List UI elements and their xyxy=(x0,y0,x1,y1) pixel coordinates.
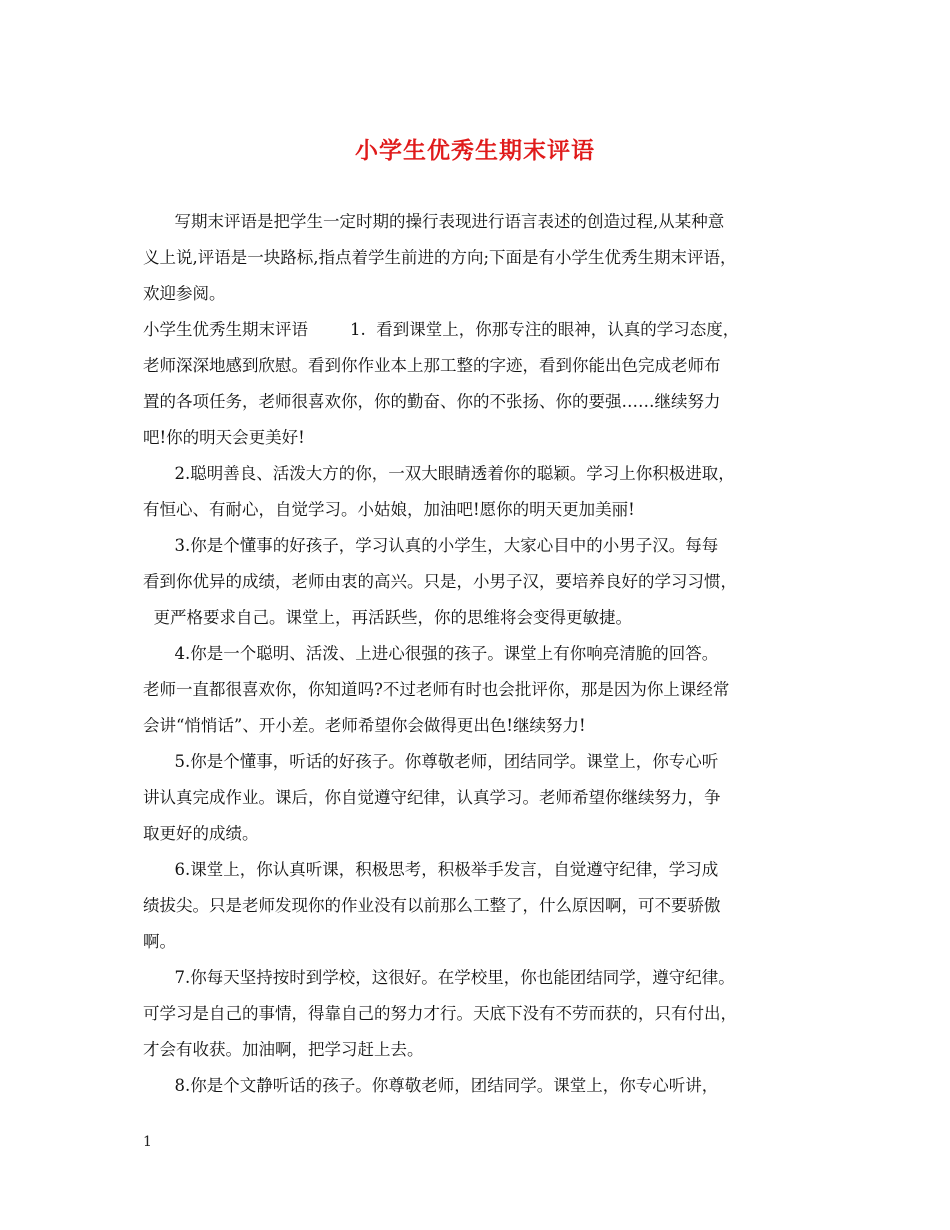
body-line: 更严格要求自己。课堂上，再活跃些，你的思维将会变得更敏捷。 xyxy=(143,608,632,627)
body-line: 写期末评语是把学生一定时期的操行表现进行语言表述的创造过程,从某种意 xyxy=(143,212,725,231)
body-line: 义上说,评语是一块路标,指点着学生前进的方向;下面是有小学生优秀生期末评语， xyxy=(143,248,737,267)
body-line: 5.你是个懂事，听话的好孩子。你尊敬老师，团结同学。课堂上，你专心听 xyxy=(143,752,719,771)
body-line: 老师深深地感到欣慰。看到你作业本上那工整的字迹，看到你能出色完成老师布 xyxy=(143,356,721,375)
body-line: 讲认真完成作业。课后，你自觉遵守纪律，认真学习。老师希望你继续努力，争 xyxy=(143,788,721,807)
body-line: 4.你是一个聪明、活泼、上进心很强的孩子。课堂上有你响亮清脆的回答。 xyxy=(143,644,719,663)
document-title: 小学生优秀生期末评语 xyxy=(355,137,595,164)
body-line: 绩拔尖。只是老师发现你的作业没有以前那么工整了，什么原因啊，可不要骄傲 xyxy=(143,896,721,915)
body-line: 7.你每天坚持按时到学校，这很好。在学校里，你也能团结同学，遵守纪律。 xyxy=(143,968,735,987)
body-line: 会讲“悄悄话”、开小差。老师希望你会做得更出色!继续努力! xyxy=(143,716,586,735)
body-line: 可学习是自己的事情，得靠自己的努力才行。天底下没有不劳而获的，只有付出， xyxy=(143,1004,737,1023)
body-line: 欢迎参阅。 xyxy=(143,284,226,303)
body-line: 才会有收获。加油啊，把学习赶上去。 xyxy=(143,1040,424,1059)
body-line: 8.你是个文静听话的孩子。你尊敬老师，团结同学。课堂上，你专心听讲， xyxy=(143,1076,719,1095)
body-line: 看到你优异的成绩，老师由衷的高兴。只是，小男子汉，要培养良好的学习习惯， xyxy=(143,572,737,591)
page-number: 1 xyxy=(143,1134,152,1150)
body-line: 3.你是个懂事的好孩子，学习认真的小学生，大家心目中的小男子汉。每每 xyxy=(143,536,719,555)
body-line: 老师一直都很喜欢你，你知道吗?不过老师有时也会批评你，那是因为你上课经常 xyxy=(143,680,730,699)
body-line: 6.课堂上，你认真听课，积极思考，积极举手发言，自觉遵守纪律，学习成 xyxy=(143,860,719,879)
body-line: 有恒心、有耐心，自觉学习。小姑娘，加油吧!愿你的明天更加美丽! xyxy=(143,500,635,519)
body-line: 2.聪明善良、活泼大方的你，一双大眼睛透着你的聪颖。学习上你积极进取， xyxy=(143,464,735,483)
body-line: 吧!你的明天会更美好! xyxy=(143,428,305,447)
body-line: 小学生优秀生期末评语 1. 看到课堂上，你那专注的眼神，认真的学习态度， xyxy=(143,320,740,339)
body-line: 啊。 xyxy=(143,932,176,951)
body-line: 取更好的成绩。 xyxy=(143,824,259,843)
body-line: 置的各项任务，老师很喜欢你，你的勤奋、你的不张扬、你的要强……继续努力 xyxy=(143,392,721,411)
